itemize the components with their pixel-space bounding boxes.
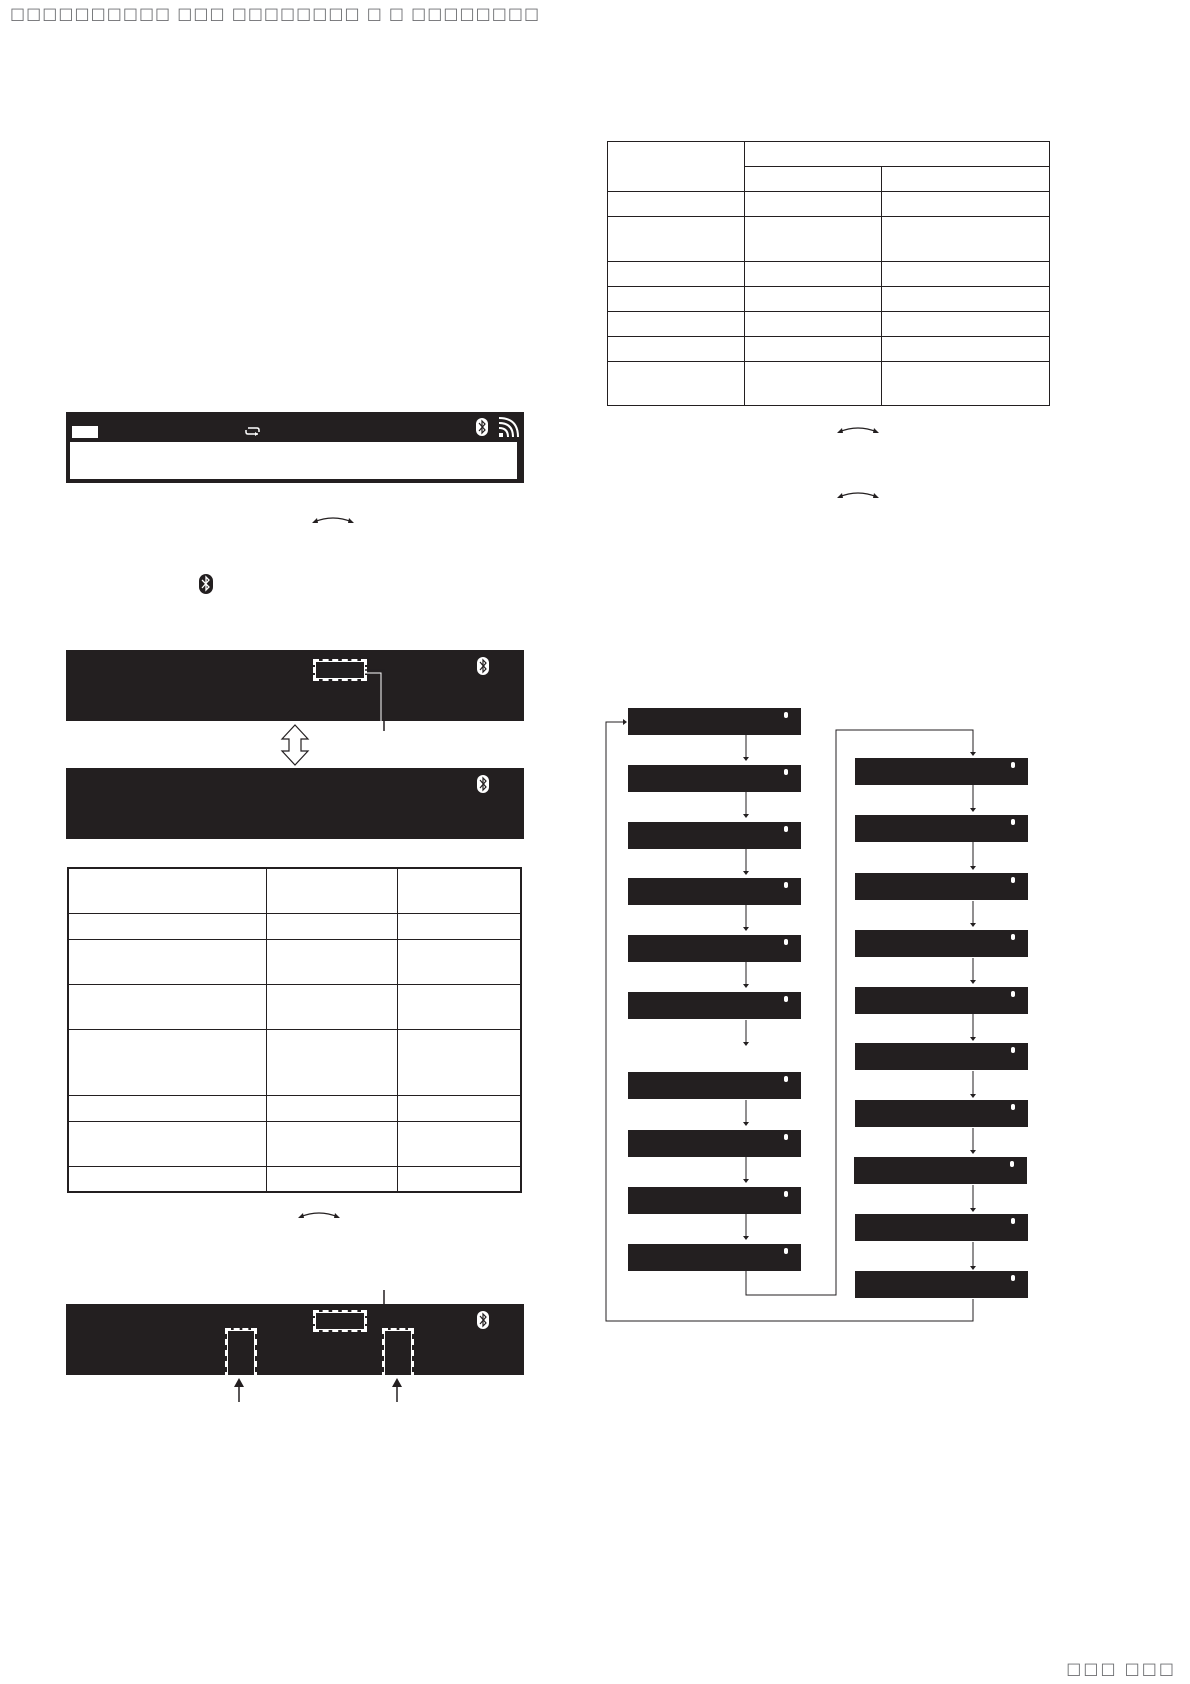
indicator-dot	[1011, 1218, 1015, 1224]
flow-step-left-8	[628, 1130, 801, 1157]
flow-step-right-1	[855, 758, 1028, 785]
flow-step-right-5	[855, 987, 1028, 1014]
flow-step-right-3	[855, 873, 1028, 900]
indicator-dot	[784, 882, 788, 888]
indicator-dot	[784, 996, 788, 1002]
flow-step-right-8	[854, 1157, 1027, 1184]
flow-step-right-7	[855, 1100, 1028, 1127]
flow-step-left-4	[628, 878, 801, 905]
indicator-dot	[1011, 819, 1015, 825]
indicator-dot	[1011, 1275, 1015, 1281]
flow-step-left-10	[628, 1244, 801, 1271]
flow-step-right-4	[855, 930, 1028, 957]
indicator-dot	[784, 1076, 788, 1082]
indicator-dot	[1011, 1047, 1015, 1053]
flow-step-left-7	[628, 1072, 801, 1099]
flow-step-right-2	[855, 815, 1028, 842]
flow-step-right-10	[855, 1271, 1028, 1298]
flow-step-right-9	[855, 1214, 1028, 1241]
indicator-dot	[784, 939, 788, 945]
indicator-dot	[784, 1134, 788, 1140]
indicator-dot	[784, 769, 788, 775]
flow-step-left-5	[628, 935, 801, 962]
flow-step-left-3	[628, 822, 801, 849]
indicator-dot	[1010, 1161, 1014, 1167]
indicator-dot	[1011, 934, 1015, 940]
indicator-dot	[1011, 877, 1015, 883]
flow-step-right-6	[855, 1043, 1028, 1070]
indicator-dot	[1011, 762, 1015, 768]
flow-step-left-6	[628, 992, 801, 1019]
page-header: □□□□□□□□□□ □□□ □□□□□□□□ □ □ □□□□□□□□	[10, 4, 541, 23]
indicator-dot	[1011, 1104, 1015, 1110]
indicator-dot	[1011, 991, 1015, 997]
indicator-dot	[784, 712, 788, 718]
flow-step-left-2	[628, 765, 801, 792]
indicator-dot	[784, 1248, 788, 1254]
flow-step-left-9	[628, 1187, 801, 1214]
flow-step-left-1	[628, 708, 801, 735]
indicator-dot	[784, 826, 788, 832]
indicator-dot	[784, 1191, 788, 1197]
page-number: □□□ □□□	[1066, 1659, 1176, 1678]
